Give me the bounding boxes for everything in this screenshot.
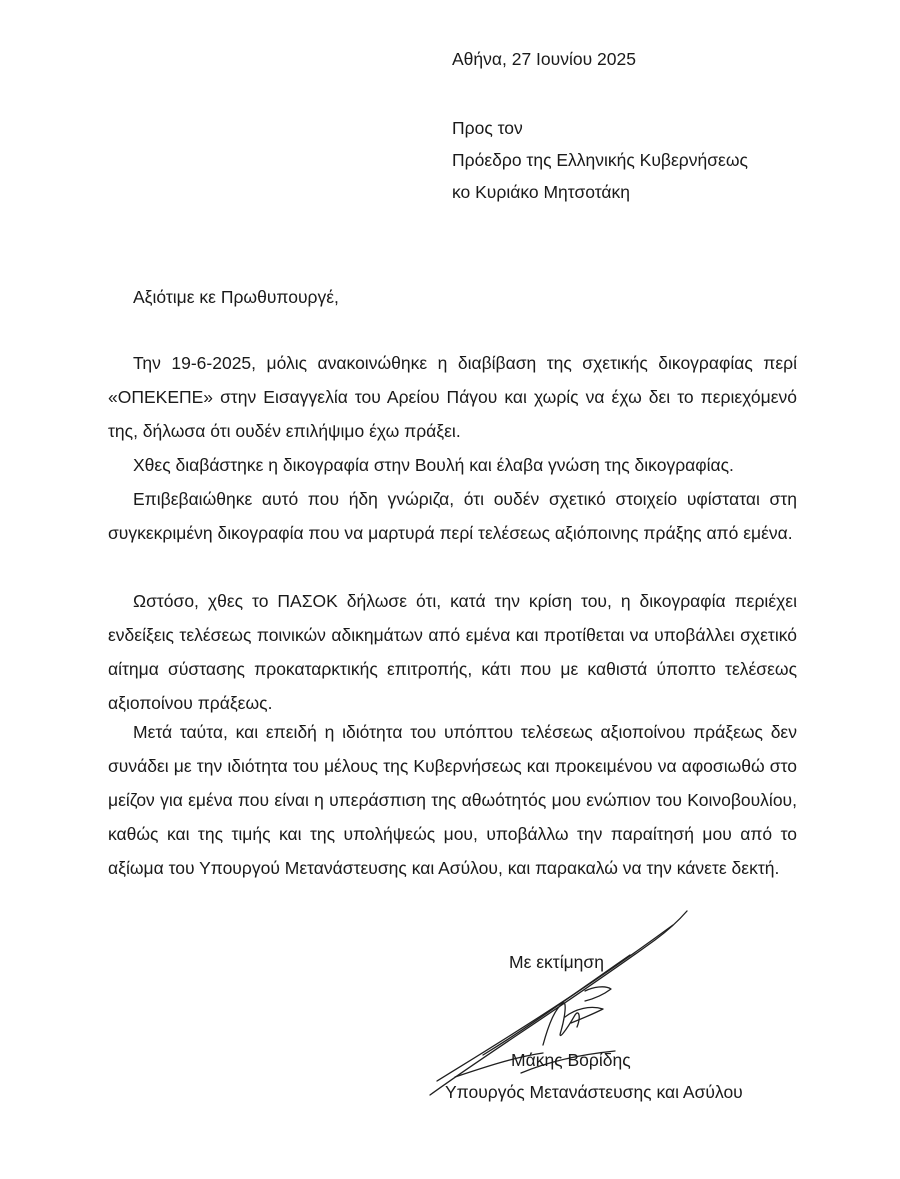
paragraph-1: Την 19-6-2025, μόλις ανακοινώθηκε η διαβίβαση της σχετικής δικογραφίας περί «ΟΠΕΚΕΠΕ» στην Εισαγγελία του Αρείου Πάγου και χωρίς να έχω δει το περιεχόμενό της, δήλωσα ότι ουδέν επιλήψιμο έχω πράξει.: [108, 353, 797, 441]
closing: Με εκτίμηση: [509, 952, 604, 972]
signatory-name: Μάκης Βορίδης: [511, 1050, 631, 1070]
recipient-line-2: Πρόεδρο της Ελληνικής Κυβερνήσεως: [452, 150, 748, 170]
paragraph-4: Ωστόσο, χθες το ΠΑΣΟΚ δήλωσε ότι, κατά την κρίση του, η δικογραφία περιέχει ενδείξεις τελέσεως ποινικών αδικημάτων από εμένα και προτίθεται να υποβάλλει σχετικό αίτημα σύστασης προκαταρκτικής επιτροπής, κάτι που με καθιστά ύποπτο τελέσεως αξιοποίνου πράξεως.: [108, 591, 797, 713]
recipient-line-3: κο Κυριάκο Μητσοτάκη: [452, 182, 630, 202]
paragraph-2: Χθες διαβάστηκε η δικογραφία στην Βουλή και έλαβα γνώση της δικογραφίας.: [133, 455, 734, 475]
salutation: Αξιότιμε κε Πρωθυπουργέ,: [133, 287, 339, 307]
place-date: Αθήνα, 27 Ιουνίου 2025: [452, 49, 636, 69]
signatory-title: Υπουργός Μετανάστευσης και Ασύλου: [445, 1082, 743, 1102]
recipient-line-1: Προς τον: [452, 118, 523, 138]
paragraph-3: Επιβεβαιώθηκε αυτό που ήδη γνώριζα, ότι ουδέν σχετικό στοιχείο υφίσταται στη συγκεκριμένη δικογραφία που να μαρτυρά περί τελέσεως αξιόποινης πράξης από εμένα.: [108, 489, 797, 543]
paragraph-5: Μετά ταύτα, και επειδή η ιδιότητα του υπόπτου τελέσεως αξιοποίνου πράξεως δεν συνάδει με την ιδιότητα του μέλους της Κυβερνήσεως και προκειμένου να αφοσιωθώ στο μείζον για εμένα που είναι η υπεράσπιση της αθωότητός μου ενώπιον του Κοινοβουλίου, καθώς και της τιμής και της υπολήψεώς μου, υποβάλλω την παραίτησή μου από το αξίωμα του Υπουργού Μετανάστευσης και Ασύλου, και παρακαλώ να την κάνετε δεκτή.: [108, 722, 797, 878]
